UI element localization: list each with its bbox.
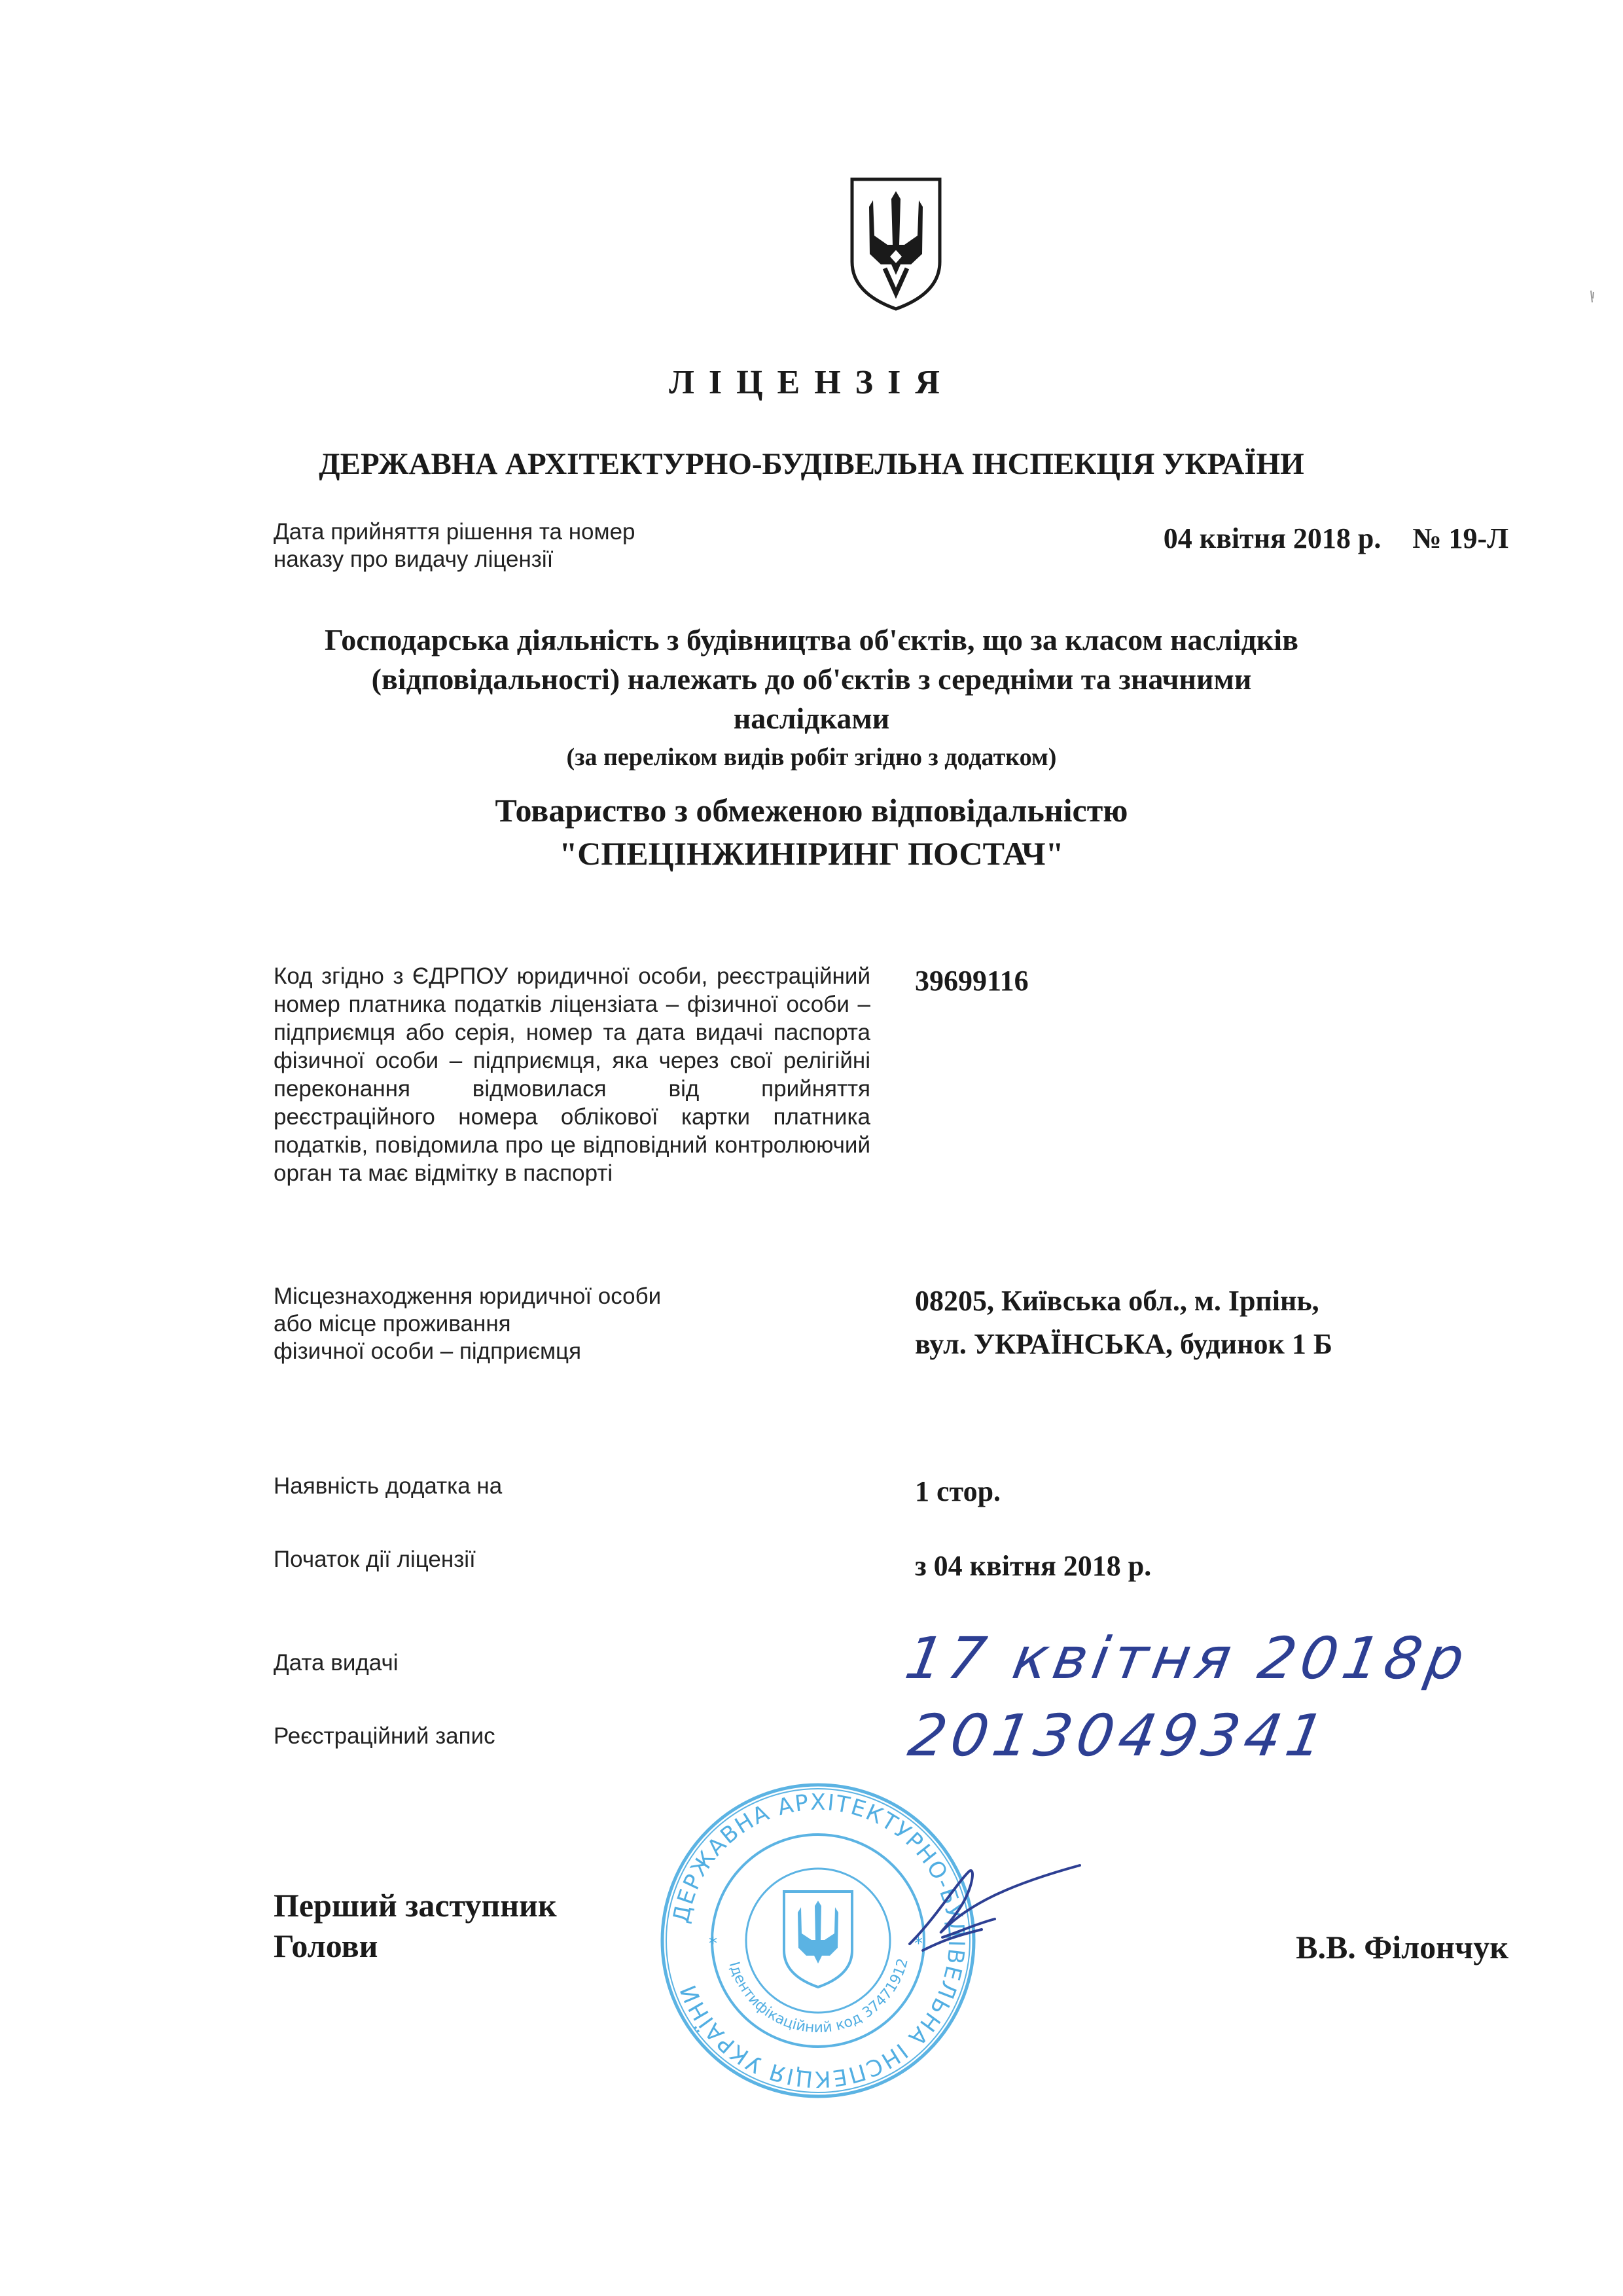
code-label: Код згідно з ЄДРПОУ юридичної особи, реєстраційний номер платника податків ліцензіата – фізичної особи – підприємця або серія, номер та дата видачі паспорта фізичної особи – підприємця, яка через свої релігійні переконання відмовилася від прийняття реєстраційного номера облікової картки платника податків, повідомила про це відповідний контролюючий орган та має відмітку в паспорті <box>274 963 870 1186</box>
licensee-line: Товариство з обмеженою відповідальністю <box>495 792 1128 829</box>
decision-value <box>1164 518 1508 559</box>
address-label-line: Місцезнаходження юридичної особи <box>274 1283 662 1309</box>
decision-label-line: Дата прийняття рішення та номер <box>274 519 635 545</box>
activity-line: наслідками <box>733 702 890 735</box>
stamp-outer-text: ДЕРЖАВНА АРХІТЕКТУРНО-БУДІВЕЛЬНА ІНСПЕКЦІЯ УКРАЇНИ <box>668 1789 970 2092</box>
decision-label-line: наказу про видачу ліцензії <box>274 547 554 572</box>
start-value: з 04 квітня 2018 р. <box>915 1550 1152 1582</box>
start-label: Початок дії ліцензії <box>274 1547 476 1572</box>
appendix-value: 1 стор. <box>915 1475 1001 1507</box>
decision-date: 04 квітня 2018 р. <box>1163 522 1382 554</box>
issuing-authority: ДЕРЖАВНА АРХІТЕКТУРНО-БУДІВЕЛЬНА ІНСПЕКЦІЯ УКРАЇНИ <box>319 447 1304 481</box>
appendix-label: Наявність додатка на <box>274 1473 503 1499</box>
issue-date-label: Дата видачі <box>274 1650 399 1676</box>
licensee-line: "СПЕЦІНЖИНІРИНГ ПОСТАЧ" <box>559 835 1064 872</box>
activity-line: (відповідальності) належать до об'єктів з середніми та значними <box>371 662 1252 696</box>
licensee-name <box>0 789 1623 875</box>
scan-artifact <box>1588 289 1596 315</box>
svg-text:*: * <box>709 1934 717 1954</box>
decision-number: № 19-Л <box>1412 522 1508 554</box>
signature-mark <box>897 1859 1093 1964</box>
svg-text:*: * <box>914 1934 923 1954</box>
issue-date-handwritten: 17 квітня 2018р <box>900 1624 1475 1692</box>
signatory-title <box>274 1885 557 1966</box>
signatory-name: В.В. Філончук <box>1296 1929 1508 1965</box>
activity-description <box>196 620 1427 738</box>
signatory-title-line: Перший заступник <box>274 1887 557 1924</box>
registry-record-handwritten: 2013049341 <box>903 1702 1334 1769</box>
address-label-line: або місце проживання <box>274 1311 511 1336</box>
coat-of-arms-icon <box>848 177 944 312</box>
activity-line: Господарська діяльність з будівництва об'єктів, що за класом наслідків <box>325 623 1298 656</box>
code-value: 39699116 <box>915 965 1029 997</box>
document-title: ЛІЦЕНЗІЯ <box>669 364 954 401</box>
address-line: 08205, Київська обл., м. Ірпінь, <box>915 1285 1319 1317</box>
address-label-line: фізичної особи – підприємця <box>274 1338 582 1364</box>
stamp-inner-text: Ідентифікаційний код 37471912 <box>725 1956 912 2037</box>
address-line: вул. УКРАЇНСЬКА, будинок 1 Б <box>915 1328 1332 1360</box>
activity-note: (за переліком видів робіт згідно з додатком) <box>566 744 1057 771</box>
signatory-title-line: Голови <box>274 1928 378 1964</box>
address-label <box>274 1283 771 1365</box>
registry-record-label: Реєстраційний запис <box>274 1723 495 1749</box>
address-value <box>915 1280 1332 1366</box>
decision-label <box>274 518 732 573</box>
